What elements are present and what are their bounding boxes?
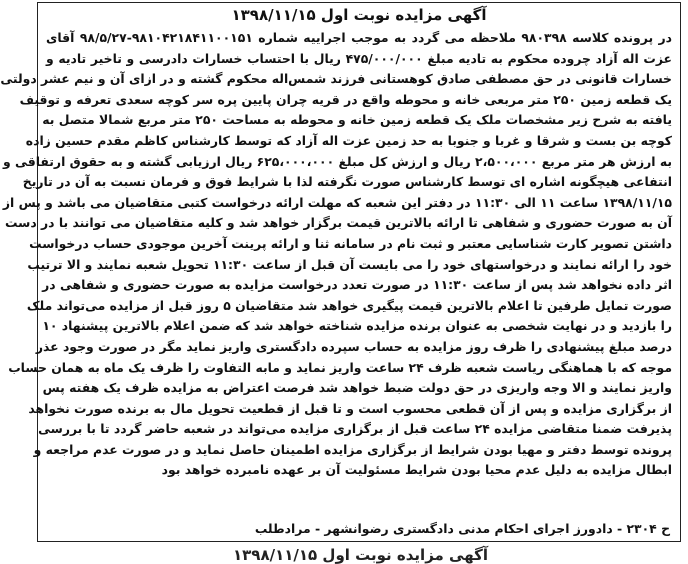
notice-line: درصد مبلغ پیشنهادی را ظرف روز مزایده به حساب سپرده دادگستری واریز نماید مگر در صورت وجود عذر <box>35 338 672 354</box>
notice-line: واریز نمایند و الا وجه واریزی در حق دولت ضبط خواهد شد فرصت اعتراض به مزایده ظرف یک هفته پس <box>42 380 672 396</box>
notice-line: از برگزاری مزایده و پس از آن قطعی محسوب است و تا قبل از قطعیت تحویل مال به برنده صورت نخواهد <box>28 400 672 416</box>
auction-notice <box>0 2 681 542</box>
notice-line: یک قطعه زمین ۲۵۰ متر مربعی خانه و محوطه واقع در قریه چران پایین پره سر کوچه سعدی تعرفه و توقیف <box>19 91 672 107</box>
notice-line: به ارزش هر متر مربع ۲،۵۰۰،۰۰۰ ریال و ارزش کل مبلغ ۶۲۵،۰۰۰،۰۰۰ ریال ارزیابی گشته و به حقوق ارتفاقی و <box>3 153 672 169</box>
notice-line: صورت تمایل طرفین تا اعلام بالاترین قیمت پیگیری خواهد شد متقاضیان ۵ روز قبل از مزایده می‌تواند ملک <box>26 297 672 313</box>
notice-line: در پرونده کلاسه ۹۸۰۳۹۸ ملاحظه می گردد به موجب اجراییه شماره ۹۸۱۰۴۲۱۸۴۱۱۰۰۱۵۱-۹۸/۵/۲۷ آقای <box>46 30 673 45</box>
next-notice-title: آگهی مزایده نوبت اول ۱۳۹۸/۱۱/۱۵ <box>233 546 488 564</box>
notice-line: را بازدید و در نهایت شخصی به عنوان برنده مزایده شناخته خواهد شد که ضمن اعلام بالاترین پیشنهاد ۱۰ <box>42 318 672 334</box>
notice-body <box>0 28 673 481</box>
notice-line: خود را ارائه نمایند و درخواستهای خود را می بایست آن قبل از ساعت ۱۱:۳۰ تحویل شعبه نمایند و الا ترتیب <box>27 256 672 272</box>
notice-line: آن به صورت حضوری و شفاهی تا ارائه بالاترین قیمت برگزار خواهد شد و کلیه متقاضیان می توانند با در دست <box>5 215 672 231</box>
notice-title: آگهی مزایده نوبت اول ۱۳۹۸/۱۱/۱۵ <box>231 6 487 24</box>
notice-signature: ح ۲۳۰۴ - دادورز اجرای احکام مدنی دادگستری رضوانشهر - مرادطلب <box>254 521 670 536</box>
notice-line: عزت اله آزاد چروده محکوم به تادیه مبلغ ۴۷۵/۰۰۰/۰۰۰ ریال با احتساب خسارات دادرسی و تاخیر تادیه و <box>46 50 672 66</box>
notice-line: ابطال مزایده به دلیل عدم محیا بودن شرایط مسئولیت آن بر عهده نامبرده خواهد بود <box>161 462 672 478</box>
notice-line: موجه که با هماهنگی ریاست شعبه ظرف ۲۴ ساعت واریز نماید و مابه التفاوت را ظرف یک ماه به همان حساب <box>8 359 672 375</box>
notice-line: یافته به شرح زیر مشخصات ملک یک قطعه زمین خانه و محوطه به مساحت ۲۵۰ متر مربع شمالا متصل به <box>42 112 672 128</box>
notice-line: پرونده توسط دفتر و مهیا بودن شرایط از برگزاری مزایده اطمینان حاصل نماید و در صورت عدم مراجعه و <box>33 441 672 457</box>
notice-line: اثر داده نخواهد شد پس از ساعت ۱۱:۳۰ در صورت تعدد درخواست مزایده به صورت حضوری و شفاهی در <box>42 277 672 293</box>
notice-line: خسارات قانونی در حق مصطفی صادق کوهستانی فرزند شمس‌اله محکوم گشته و در ازای آن و نیم عشر دولتی <box>0 71 672 87</box>
notice-line: پذیرفت ضمنا متقاضی مزایده ۲۴ ساعت قبل از برگزاری مزایده می‌تواند در شعبه حاضر گردد تا با بررسی <box>38 421 672 437</box>
notice-line: داشتن تصویر کارت شناسایی معتبر و ثبت نام در سامانه ثنا و ارائه پرینت آخرین موجودی حساب درخواست <box>29 235 672 251</box>
notice-line: ۱۳۹۸/۱۱/۱۵ ساعت ۱۱ الی ۱۱:۳۰ در دفتر این شعبه که مهلت ارائه درخواست کتبی متقاضیان می باشد و پس از <box>2 194 672 210</box>
notice-line: انتفاعی هیچگونه اشاره ای توسط کارشناس صورت نگرفته لذا با شرایط فوق و فرمان نسبت به آن در تاریخ <box>22 174 672 190</box>
notice-line: کوچه بن بست و شرقا و غربا و جنوبا به حد زمین عزت اله آزاد که توسط کارشناس کاظم مقدم حسین زاده <box>25 132 672 148</box>
